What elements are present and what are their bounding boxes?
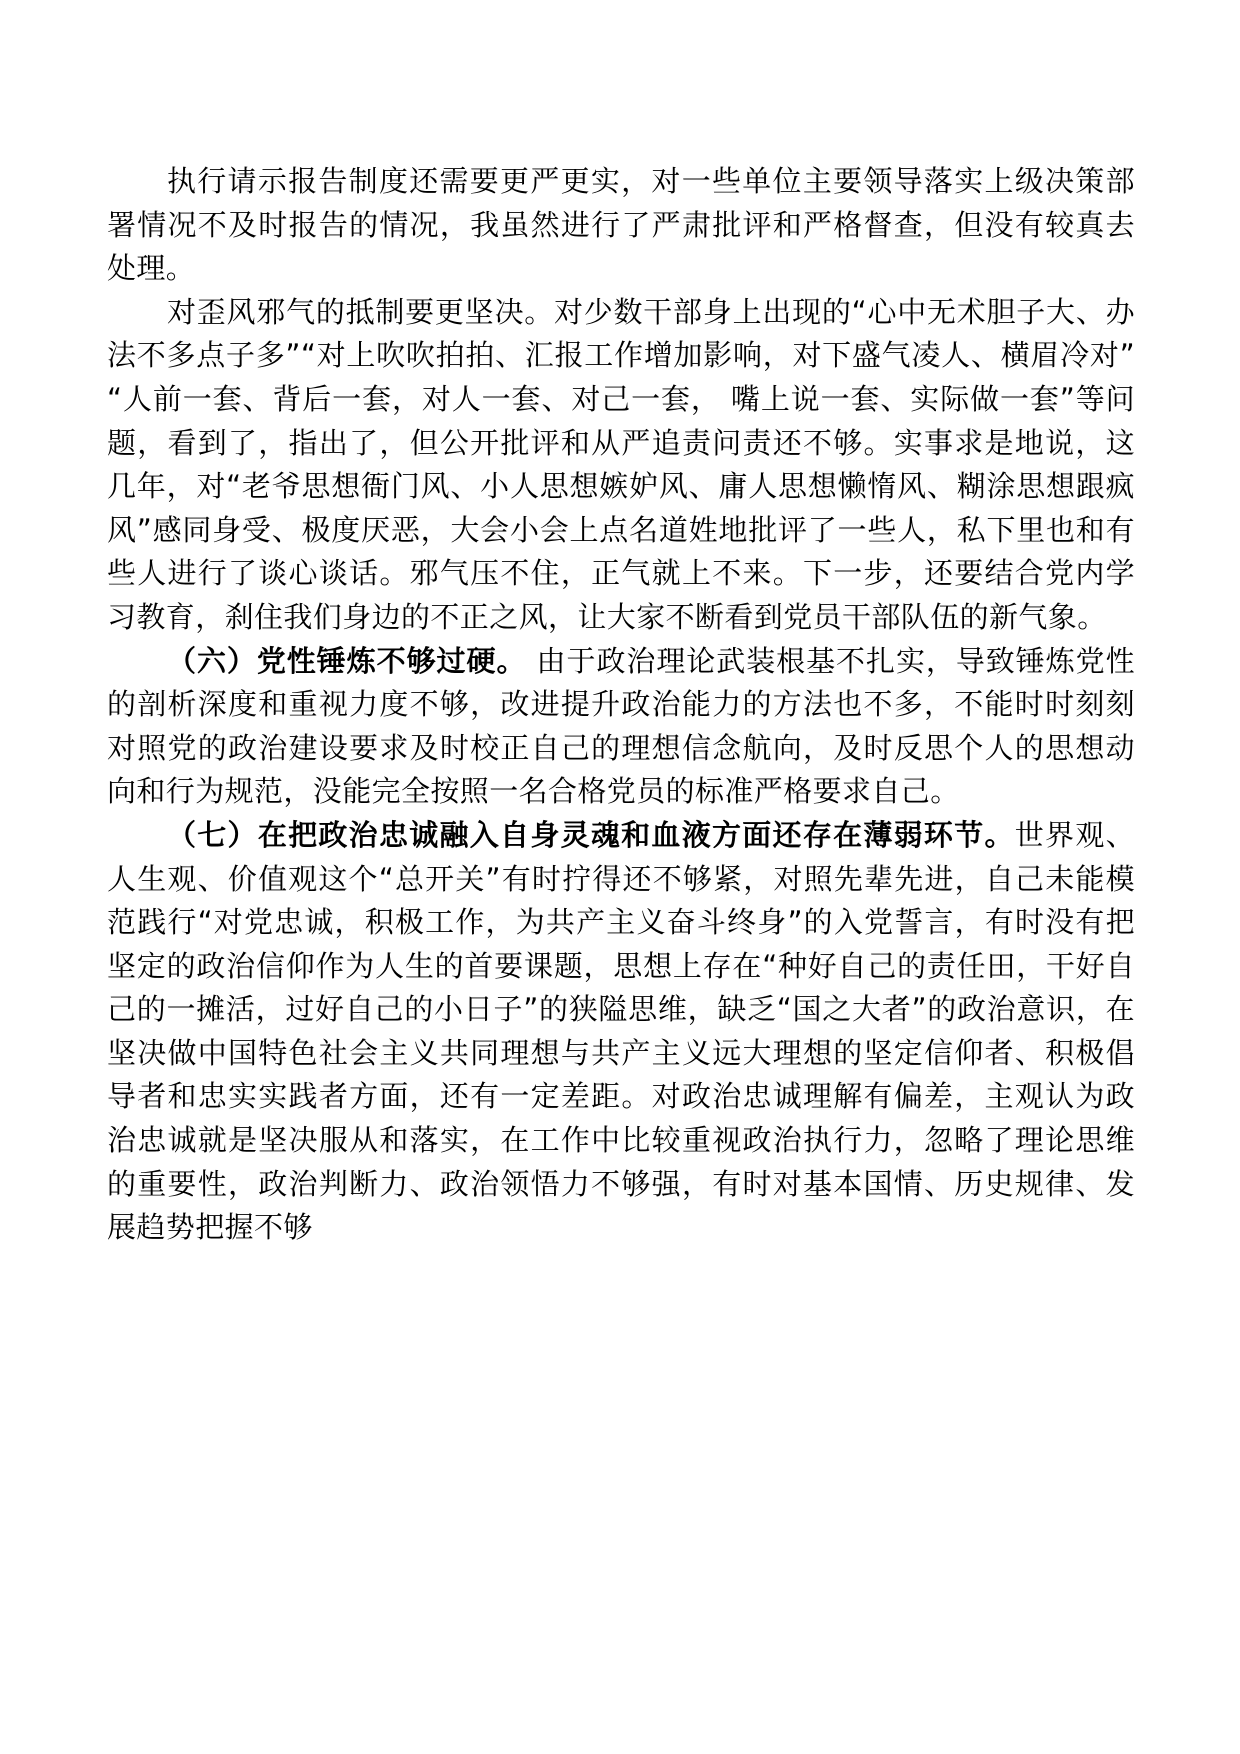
paragraph-section-seven [107, 814, 1135, 1250]
section-heading-seven: （七）在把政治忠诚融入自身灵魂和血液方面还存在薄弱环节。 [167, 817, 1015, 852]
paragraph-text: 执行请示报告制度还需要更严更实，对一些单位主要领导落实上级决策部署情况不及时报告的情况，我虽然进行了严肃批评和严格督查，但没有较真去处理。 [107, 164, 1135, 286]
document-body [107, 160, 1135, 1250]
paragraph-unhealthy-trends [107, 291, 1135, 640]
paragraph-text: 世界观、人生观、价值观这个“总开关”有时拧得还不够紧，对照先辈先进，自己未能模范践行“对党忠诚，积极工作，为共产主义奋斗终身”的入党誓言，有时没有把坚定的政治信仰作为人生的首要课题，思想上存在“种好自己的责任田，干好自己的一摊活，过好自己的小日子”的狭隘思维，缺乏“国之大者”的政治意识，在坚决做中国特色社会主义共同理想与共产主义远大理想的坚定信仰者、积极倡导者和忠实实践者方面，还有一定差距。对政治忠诚理解有偏差，主观认为政治忠诚就是坚决服从和落实，在工作中比较重视政治执行力，忽略了理论思维的重要性，政治判断力、政治领悟力不够强，有时对基本国情、历史规律、发展趋势把握不够 [107, 817, 1135, 1245]
paragraph-text: 由于政治理论武装根基不扎实，导致锤炼党性的剖析深度和重视力度不够，改进提升政治能力的方法也不多，不能时时刻刻对照党的政治建设要求及时校正自己的理想信念航向，及时反思个人的思想动向和行为规范，没能完全按照一名合格党员的标准严格要求自己。 [107, 643, 1135, 809]
paragraph-text: 对歪风邪气的抵制要更坚决。对少数干部身上出现的“心中无术胆子大、办法不多点子多”“对上吹吹拍拍、汇报工作增加影响，对下盛气凌人、横眉冷对” “人前一套、背后一套，对人一套、对己一套， 嘴上说一套、实际做一套”等问题，看到了，指出了，但公开批评和从严追责问责还不够。实事求是地说，这几年，对“老爷思想衙门风、小人思想嫉妒风、庸人思想懒惰风、糊涂思想跟疯风”感同身受、极度厌恶，大会小会上点名道姓地批评了一些人，私下里也和有些人进行了谈心谈话。邪气压不住，正气就上不来。下一步，还要结合党内学习教育，刹住我们身边的不正之风，让大家不断看到党员干部队伍的新气象。 [107, 294, 1135, 634]
paragraph-report-system [107, 160, 1135, 291]
section-heading-six: （六）党性锤炼不够过硬。 [167, 643, 527, 678]
paragraph-section-six [107, 640, 1135, 814]
